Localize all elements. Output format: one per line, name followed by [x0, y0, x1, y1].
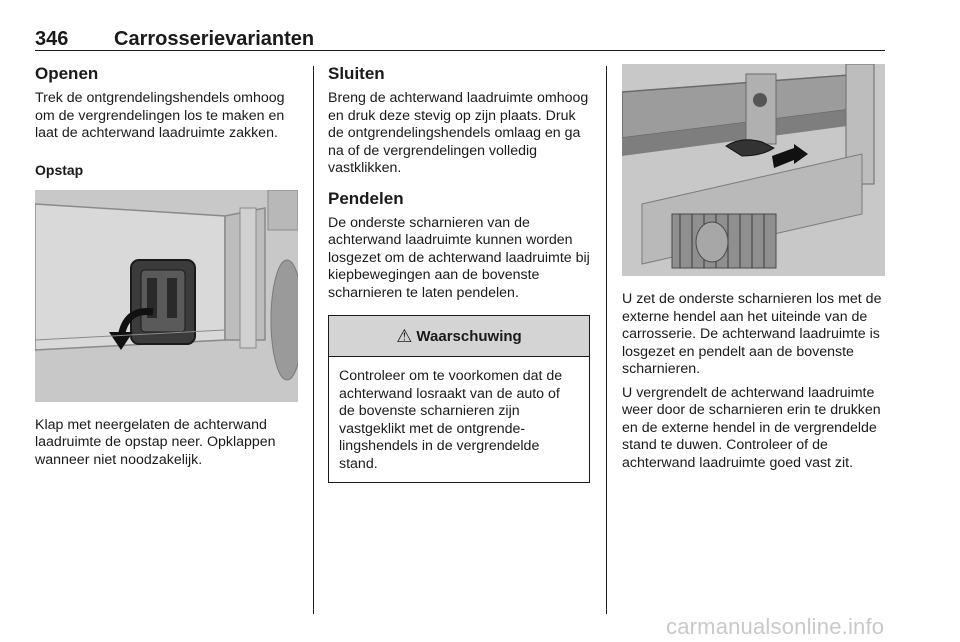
header-rule	[35, 50, 885, 51]
step-drawing	[35, 190, 298, 402]
step-illustration	[35, 190, 298, 402]
paragraph-lock: U vergrendelt de achterwand laadruimte weer door de scharnieren erin te drukken en de externe hendel in de vergrendelde stand te duwen. Controleer of de achterwand laadruimte goed vast zit.	[622, 384, 881, 471]
watermark-text: carmanualsonline.info	[666, 614, 885, 639]
paragraph-step: Klap met neergelaten de achterwand laadruimte de opstap neer. Opklappen wanneer niet noodzakelijk.	[35, 416, 276, 468]
paragraph-close: Breng de achterwand laadruimte omhoog en druk deze stevig op zijn plaats. Druk de ontgrendelingshendels omlaag en ga na of de vergrendelingen volledig vastklikken.	[328, 90, 589, 176]
column-divider	[606, 66, 607, 614]
warning-text: Controleer om te voorkomen dat de achterwand losraakt van de auto of de bovenste scharnieren zijn vastgeklikt met de ontgrendelingshendels in de vergrendelde stand.	[339, 368, 563, 472]
warning-box	[328, 315, 590, 483]
paragraph-swing: De onderste scharnieren van de achterwand laadruimte kunnen worden losgezet om de achterwand laadruimte bij kiepbewegingen aan de bovenste scharnieren te laten pendelen.	[328, 214, 590, 301]
warning-icon: ⚠	[396, 326, 413, 346]
heading-step: Opstap	[35, 161, 84, 178]
heading-open: Openen	[35, 64, 99, 83]
heading-swing: Pendelen	[328, 188, 404, 208]
paragraph-release: U zet de onderste scharnieren los met de externe hendel aan het uiteinde van de carrosserie. De achterwand laadruimte is losgezet en pendelt aan de bovenste scharnieren.	[622, 291, 882, 377]
warning-header	[329, 316, 589, 357]
hinge-drawing	[622, 64, 885, 276]
column-2	[328, 64, 590, 483]
page-number: 346	[35, 28, 69, 50]
page-header	[35, 28, 885, 50]
page-title: Carrosserievarianten	[114, 28, 315, 50]
column-divider	[313, 66, 314, 614]
warning-title: Waarschuwing	[416, 327, 522, 345]
paragraph-open: Trek de ontgrendelingshendels omhoog om de vergrendelingen los te maken en laat de achterwand laadruimte zakken.	[35, 90, 285, 141]
hinge-illustration	[622, 64, 885, 276]
column-3	[622, 64, 887, 472]
column-1	[35, 64, 298, 469]
heading-close: Sluiten	[328, 64, 385, 83]
warning-body	[329, 357, 589, 482]
